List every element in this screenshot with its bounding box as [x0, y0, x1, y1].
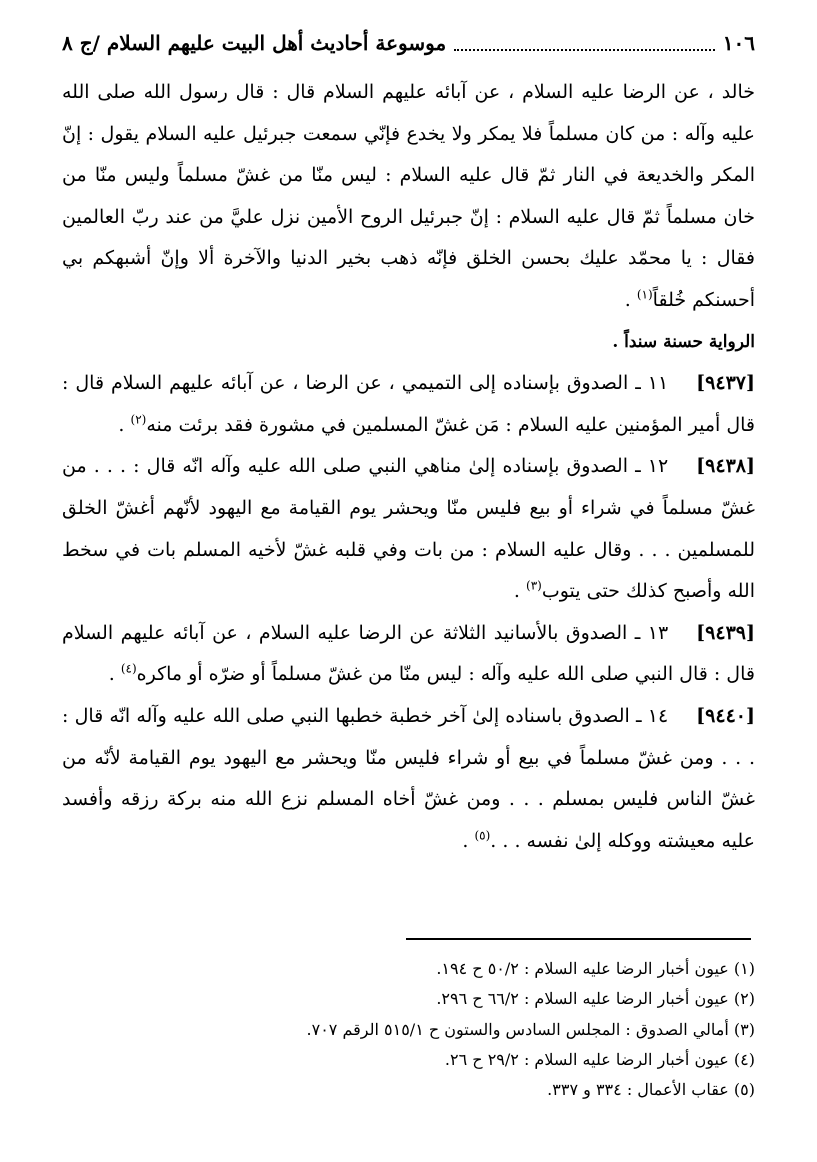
hadith-text: ١٤ ـ الصدوق باسناده إلىٰ آخر خطبة خطبها النبي صلى الله عليه وآله انّه قال : . . . ومن غشّ مسلماً في بيع أو شراء فليس منّا ويحشر مع اليهود يوم القيامة لأنّه من غشّ الناس فليس بمسلم . . . ومن غشّ أخاه المسلم نزع الله منه بركة رزقه وأفسد عليه معيشته ووكله إلىٰ نفسه . . . — [62, 704, 755, 852]
running-title: موسوعة أحاديث أهل البيت عليهم السلام /ج ٨ — [62, 31, 447, 55]
footnote-item: (١) عيون أخبار الرضا عليه السلام : ٥٠/٢ ح ١٩٤. — [436, 959, 755, 978]
hadith-entry — [62, 363, 755, 446]
hadith-end: . — [513, 580, 527, 603]
page-header — [62, 26, 755, 60]
hadith-end: . — [108, 663, 121, 686]
hadith-text: ١٢ ـ الصدوق بإسناده إلىٰ مناهي النبي صلى الله عليه وآله انّه قال : . . . من غشّ مسلماً في شراء أو بيع فليس منّا ويحشر يوم القيامة مع اليهود لأنّهم أغشّ الخلق للمسلمين . . . وقال عليه السلام : من بات وفي قلبه غشّ لأخيه المسلم بات في سخط الله وأصبح كذلك حتى يتوب — [62, 455, 755, 603]
hadith-end: . — [462, 829, 475, 852]
footnote-ref-2[interactable]: (٢) — [130, 412, 147, 427]
footnote-ref-1[interactable]: (١) — [636, 287, 653, 302]
page-number: ١٠٦ — [722, 31, 755, 55]
intro-text: خالد ، عن الرضا عليه السلام ، عن آبائه عليهم السلام قال : قال رسول الله صلى الله عليه وآله : من كان مسلماً فلا يمكر ولا يخدع فإنّي سمعت جبرئيل عليه السلام يقول : إنّ المكر والخديعة في النار ثمّ قال عليه السلام : ليس منّا من غشّ مسلماً وليس منّا من خان مسلماً ثمّ قال عليه السلام : إنّ جبرئيل الروح الأمين نزل عليَّ من عند ربّ العالمين فقال : يا محمّد عليك بحسن الخلق فإنّه ذهب بخير الدنيا والآخرة ألا وإنّ أشبهكم بي أحسنكم خُلقاً — [62, 81, 755, 311]
main-text — [62, 72, 755, 862]
footnote-item: (٢) عيون أخبار الرضا عليه السلام : ٦٦/٢ ح ٢٩٦. — [436, 989, 755, 1009]
footnote-item: (٤) عيون أخبار الرضا عليه السلام : ٢٩/٢ ح ٢٦. — [444, 1049, 755, 1069]
footnote-ref-5[interactable]: (٥) — [474, 828, 491, 843]
footnote-item: (٥) عقاب الأعمال : ٣٣٤ و ٣٣٧. — [547, 1080, 755, 1100]
intro-paragraph — [62, 72, 755, 322]
hadith-text: ١١ ـ الصدوق بإسناده إلى التميمي ، عن الرضا ، عن آبائه عليهم السلام قال : قال أمير المؤمنين عليه السلام : مَن غشّ المسلمين في مشورة فقد برئت منه — [62, 372, 755, 436]
header-dotted-leader — [454, 35, 715, 51]
footnotes — [62, 954, 755, 1105]
hadith-number: [٩٤٣٨] — [696, 455, 755, 478]
hadith-number: [٩٤٣٧] — [696, 372, 755, 395]
footnote-item: (٣) أمالي الصدوق : المجلس السادس والستون ح ٥١٥/١ الرقم ٧٠٧. — [306, 1019, 755, 1039]
hadith-entry — [62, 696, 755, 862]
chain-grading: الرواية حسنة سنداً . — [612, 331, 755, 352]
hadith-number: [٩٤٤٠] — [696, 704, 755, 727]
hadith-end: . — [118, 413, 131, 436]
hadith-entry — [62, 446, 755, 612]
hadith-text: ١٣ ـ الصدوق بالأسانيد الثلاثة عن الرضا عليه السلام ، عن آبائه عليهم السلام قال : قال النبي صلى الله عليه وآله : ليس منّا من غشّ مسلماً أو ضرّه أو ماكره — [62, 621, 755, 686]
footnote-ref-4[interactable]: (٤) — [120, 661, 137, 676]
hadith-number: [٩٤٣٩] — [696, 621, 755, 644]
footnote-separator — [406, 938, 751, 940]
hadith-entry — [62, 613, 755, 696]
footnote-ref-3[interactable]: (٣) — [526, 578, 542, 593]
intro-end: . — [624, 288, 637, 311]
